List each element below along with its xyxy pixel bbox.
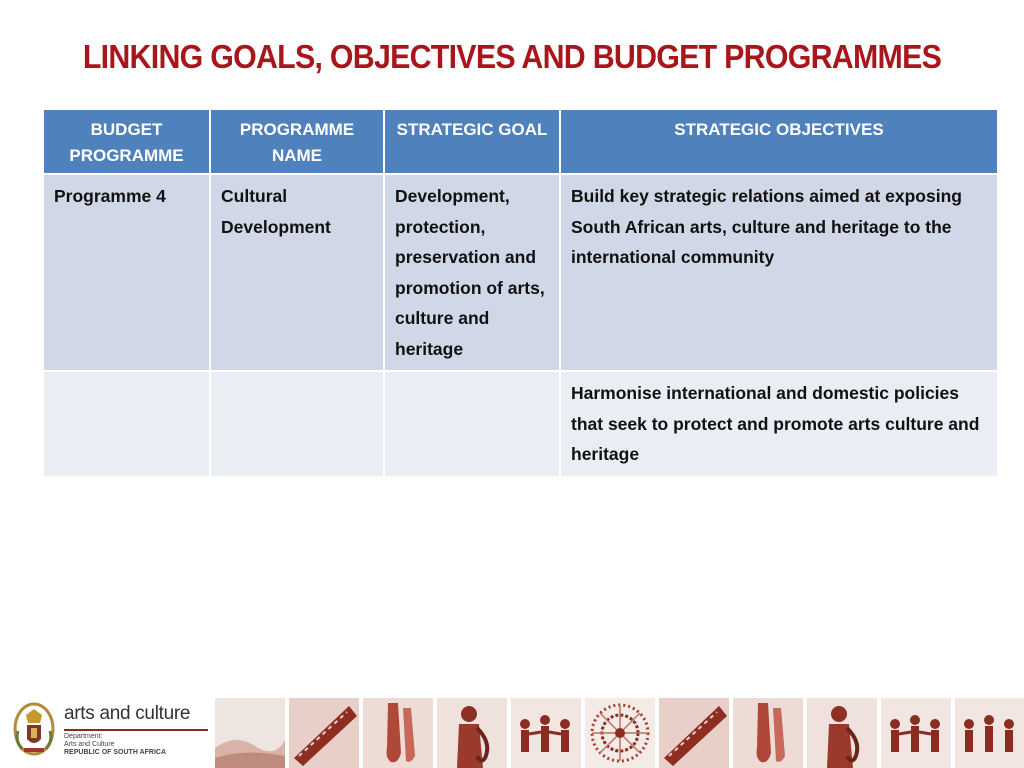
- cell-budget-programme: Programme 4: [43, 174, 210, 371]
- ballet-shoes-image: [733, 698, 803, 768]
- header-strategic-goal: STRATEGIC GOAL: [384, 109, 560, 174]
- cell-programme-name: [210, 371, 384, 477]
- cell-programme-name: Cultural Development: [210, 174, 384, 371]
- saxophonist-image: [437, 698, 507, 768]
- logo-divider: [64, 729, 208, 731]
- ballet-shoes-image: [363, 698, 433, 768]
- footer: [0, 695, 1024, 768]
- header-budget-programme: BUDGET PROGRAMME: [43, 109, 210, 174]
- coat-of-arms-icon: [12, 701, 56, 757]
- department-logo: [10, 695, 210, 768]
- dancers-image: [511, 698, 581, 768]
- goals-table: [42, 108, 999, 478]
- header-programme-name: PROGRAMME NAME: [210, 109, 384, 174]
- film-reel-image: [289, 698, 359, 768]
- logo-subtext: [64, 733, 166, 757]
- beadwork-image: [585, 698, 655, 768]
- slide-title: LINKING GOALS, OBJECTIVES AND BUDGET PROGRAMMES: [82, 38, 942, 75]
- cell-strategic-goal: [384, 371, 560, 477]
- landscape-image: [215, 698, 285, 768]
- logo-sub-line-1: Department:: [64, 733, 103, 740]
- dancers-image: [955, 698, 1024, 768]
- logo-sub-line-2: Arts and Culture: [64, 741, 115, 748]
- logo-wordmark: arts and culture: [64, 703, 191, 724]
- saxophonist-image: [807, 698, 877, 768]
- table-row: [43, 174, 998, 371]
- table-header-row: [43, 109, 998, 174]
- cell-strategic-objective: Build key strategic relations aimed at exposing South African arts, culture and heritage to the international community: [560, 174, 998, 371]
- header-strategic-objectives: STRATEGIC OBJECTIVES: [560, 109, 998, 174]
- image-strip: [215, 698, 1024, 768]
- table-row: [43, 371, 998, 477]
- logo-sub-line-3: REPUBLIC OF SOUTH AFRICA: [64, 749, 167, 756]
- cell-budget-programme: [43, 371, 210, 477]
- cell-strategic-goal: Development, protection, preservation and promotion of arts, culture and heritage: [384, 174, 560, 371]
- cell-strategic-objective: Harmonise international and domestic policies that seek to protect and promote arts culture and heritage: [560, 371, 998, 477]
- film-reel-image: [659, 698, 729, 768]
- dancers-image: [881, 698, 951, 768]
